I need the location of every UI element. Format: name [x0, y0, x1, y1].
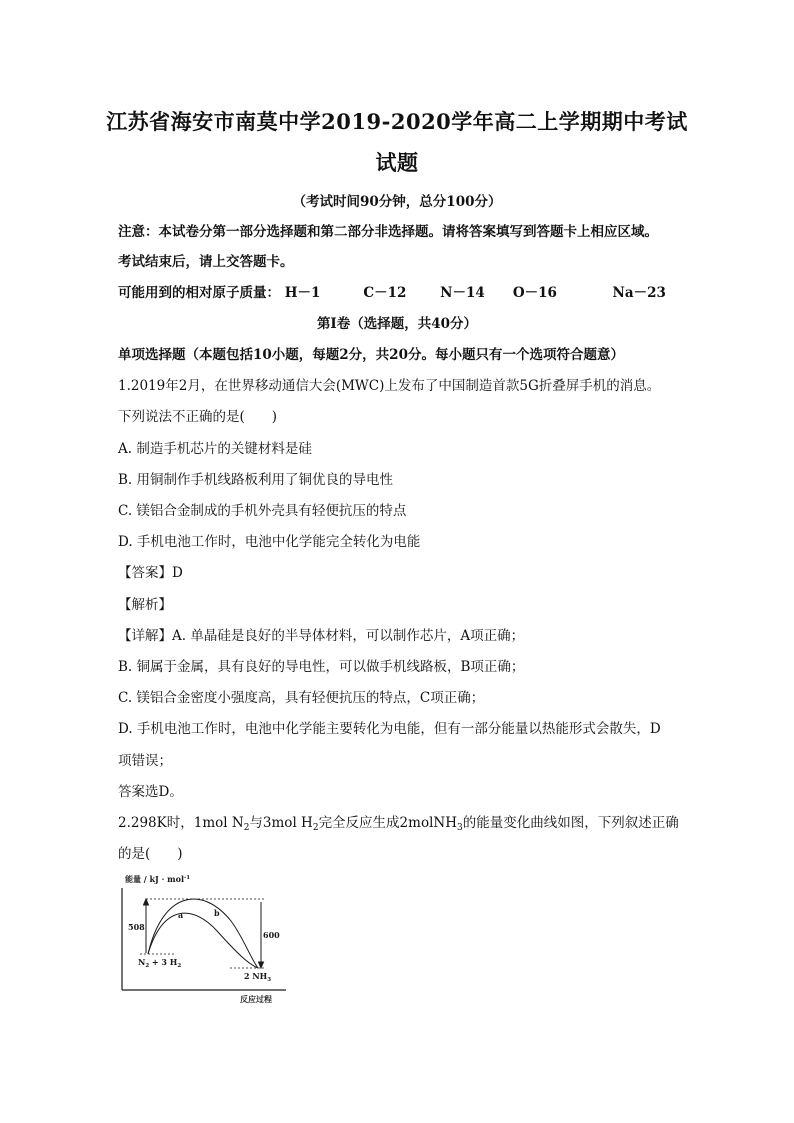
q1-option-b: B. 用铜制作手机线路板利用了铜优良的导电性: [118, 472, 394, 488]
products-label: 2 $NH_3$: [244, 971, 272, 983]
q1-stem-line1: 1.2019年2月，在世界移动通信大会(MWC)上发布了中国制造首款5G折叠屏手机的消息。: [118, 378, 661, 394]
curve-b-label: b: [214, 908, 220, 918]
q2-sub-nh3: 3: [456, 823, 463, 833]
atomic-mass-n: N－14: [440, 285, 485, 301]
q1-analysis-d-cont: 项错误；: [118, 753, 172, 769]
q1-option-c: C. 镁铝合金制成的手机外壳具有轻便抗压的特点: [118, 503, 407, 519]
x-axis-label: 反应过程: [240, 994, 272, 1004]
arrow-508-label: 508: [128, 922, 145, 932]
energy-diagram: [118, 872, 298, 1004]
q1-conclusion: 答案选D。: [118, 784, 183, 800]
q1-analysis-label: 【解析】: [118, 597, 172, 613]
q2-stem-part-b: 与3mol H: [249, 815, 313, 831]
reactants-label: $N_2 + 3$ $H_2$: [138, 957, 182, 969]
q2-stem-line2: 的是( ): [118, 846, 183, 862]
atomic-mass-line: [118, 281, 666, 301]
q2-stem-part-c: 完全反应生成2molNH: [318, 815, 457, 831]
q2-stem-line1: [118, 811, 679, 831]
q1-option-a: A. 制造手机芯片的关键材料是硅: [118, 441, 312, 457]
notice-line1: 注意：本试卷分第一部分选择题和第二部分非选择题。请将答案填写到答题卡上相应区域。: [118, 224, 658, 240]
q2-sub-n2: 2: [243, 823, 250, 833]
atomic-mass-label: 可能用到的相对原子质量：: [118, 285, 280, 301]
curve-a-label: a: [178, 910, 184, 920]
atomic-mass-c: C－12: [363, 285, 407, 301]
arrow-508-head: [144, 899, 149, 905]
q1-analysis-d: D. 手机电池工作时，电池中化学能主要转化为电能，但有一部分能量以热能形式会散失，D: [118, 721, 661, 737]
exam-info: （考试时间90分钟，总分100分）: [292, 194, 502, 210]
section-instructions: 单项选择题（本题包括10小题，每题2分，共20分。每小题只有一个选项符合题意）: [118, 347, 624, 363]
arrow-600-label: 600: [263, 930, 280, 940]
atomic-mass-na: Na－23: [612, 285, 666, 301]
q1-analysis-c: C. 镁铝合金密度小强度高，具有轻便抗压的特点，C项正确；: [118, 690, 485, 706]
q1-analysis-b: B. 铜属于金属，具有良好的导电性，可以做手机线路板，B项正确；: [118, 659, 525, 675]
q2-sub-h2: 2: [312, 823, 319, 833]
q1-answer: 【答案】D: [118, 565, 183, 581]
q2-stem-part-d: 的能量变化曲线如图，下列叙述正确: [462, 815, 679, 831]
exam-title-line1: 江苏省海安市南莫中学2019-2020学年高二上学期期中考试: [106, 109, 688, 134]
q2-stem-part-a: 2.298K时，1mol N: [118, 815, 244, 831]
q1-stem-line2: 下列说法不正确的是( ): [118, 409, 278, 425]
q1-analysis-a: 【详解】A. 单晶硅是良好的半导体材料，可以制作芯片，A项正确；: [118, 628, 525, 644]
section-title: 第Ⅰ卷（选择题，共40分）: [316, 316, 478, 332]
notice-line2: 考试结束后，请上交答题卡。: [118, 254, 294, 270]
y-axis-label: 能量 / kJ · mol$^{-1}$: [125, 874, 191, 884]
atomic-mass-h: H－1: [284, 285, 321, 301]
q1-option-d: D. 手机电池工作时，电池中化学能完全转化为电能: [118, 534, 421, 550]
arrow-600-head: [259, 962, 264, 968]
exam-title-line2: 试题: [375, 150, 419, 175]
atomic-mass-o: O－16: [512, 285, 557, 301]
